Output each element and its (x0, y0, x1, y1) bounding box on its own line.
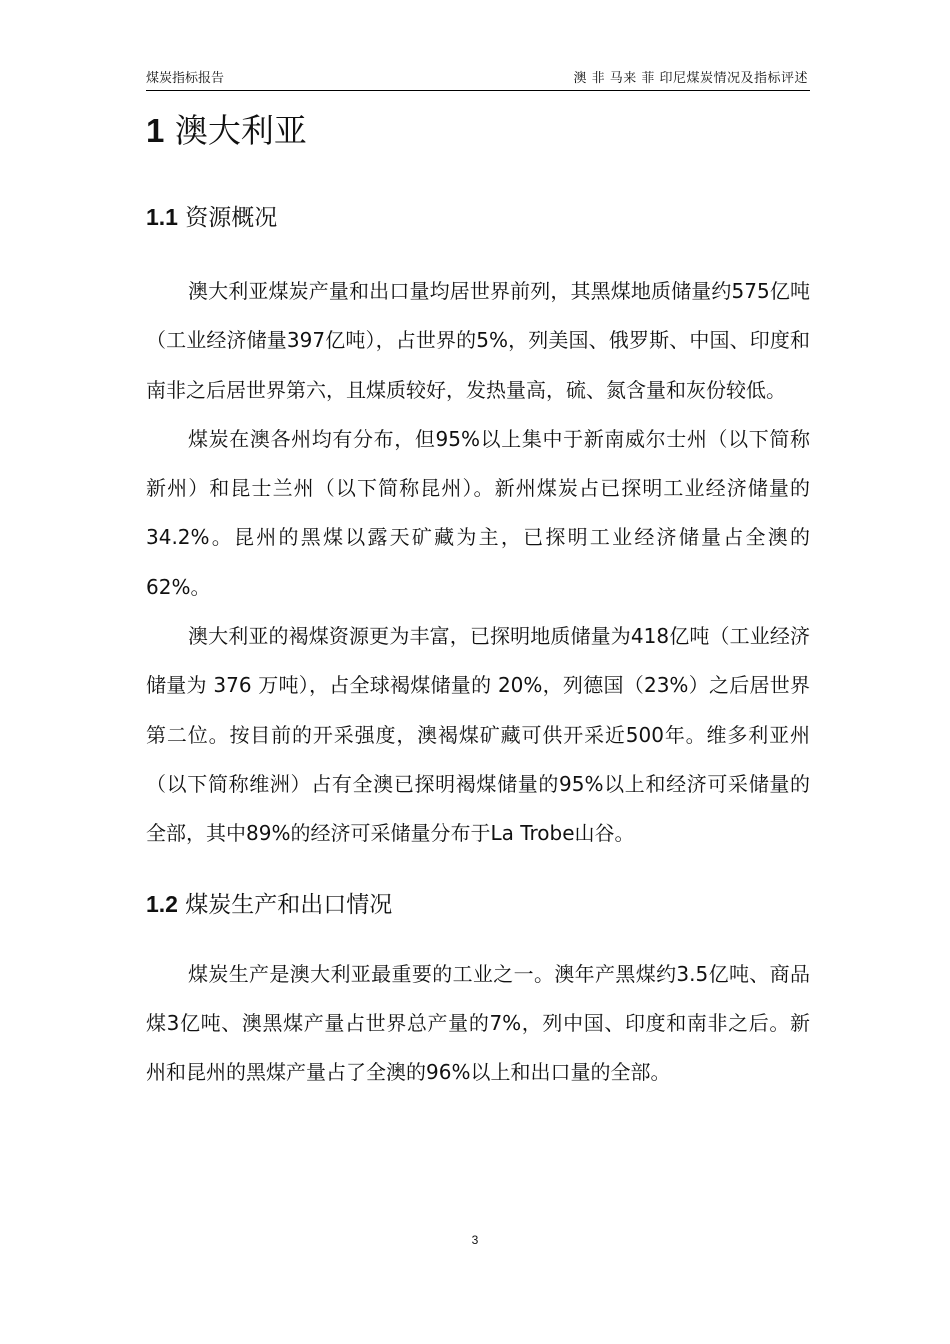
paragraph: 煤炭生产是澳大利亚最重要的工业之一。澳年产黑煤约3.5亿吨、商品煤3亿吨、澳黑煤产量占世界总产量的7%，列中国、印度和南非之后。新州和昆州的黑煤产量占了全澳的96%以上和出口量的全部。 (146, 961, 810, 1085)
paragraph: 澳大利亚的褐煤资源更为丰富，已探明地质储量为418亿吨（工业经济储量为 376 万吨），占全球褐煤储量的 20%，列德国（23%）之后居世界第二位。按目前的开采强度，澳褐煤矿藏可供开采近500年。维多利亚州（以下简称维洲）占有全澳已探明褐煤储量的95%以上和经济可采储量的全部，其中89%的经济可采储量分布于La Trobe山谷。 (146, 624, 810, 846)
page-number: 3 (471, 1233, 479, 1247)
chapter-heading (146, 108, 810, 154)
chapter-number: 1 (146, 112, 165, 149)
paragraph: 澳大利亚煤炭产量和出口量均居世界前列，其黑煤地质储量约575亿吨（工业经济储量397亿吨），占世界的5%，列美国、俄罗斯、中国、印度和南非之后居世界第六，且煤质较好，发热量高，硫、氮含量和灰份较低。 (146, 279, 810, 402)
document-body (146, 108, 810, 1097)
section-heading (146, 887, 810, 922)
section-heading (146, 200, 810, 235)
paragraph: 煤炭在澳各州均有分布，但95%以上集中于新南威尔士州（以下简称新州）和昆士兰州（以下简称昆州）。新州煤炭占已探明工业经济储量的34.2%。昆州的黑煤以露天矿藏为主，已探明工业经济储量占全澳的62%。 (146, 426, 810, 599)
section-number: 1.2 (146, 890, 178, 917)
header-chapter-title: 澳 非 马来 菲 印尼煤炭情况及指标评述 (573, 71, 808, 86)
header-report-title: 煤炭指标报告 (146, 71, 225, 86)
page-header (146, 70, 810, 91)
chapter-title: 澳大利亚 (174, 111, 307, 150)
section-title: 资源概况 (185, 205, 278, 231)
section-title: 煤炭生产和出口情况 (185, 891, 393, 918)
section-number: 1.1 (146, 204, 178, 230)
